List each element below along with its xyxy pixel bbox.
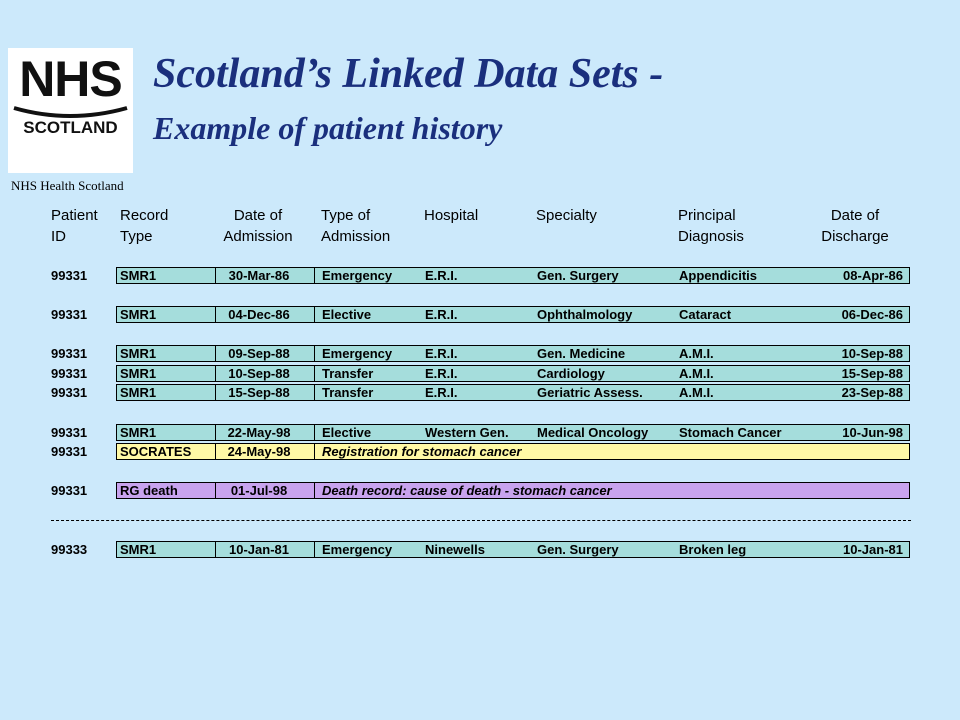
table-row bbox=[116, 482, 910, 499]
header-rtype-line: Type bbox=[120, 228, 153, 245]
patient-id: 99331 bbox=[51, 425, 88, 440]
table-row bbox=[116, 365, 910, 382]
admission-date-cell: 15-Sep-88 bbox=[228, 385, 290, 400]
cell-divider bbox=[215, 444, 216, 459]
table-row bbox=[116, 345, 910, 362]
header-pid bbox=[51, 205, 98, 247]
admission-date-cell: 01-Jul-98 bbox=[230, 483, 288, 498]
header-hosp-line: Hospital bbox=[424, 207, 479, 224]
header-type-line: Type of bbox=[321, 207, 371, 224]
cell-divider bbox=[215, 425, 216, 440]
credit-text: NHS Health Scotland bbox=[11, 178, 124, 193]
nhs-scotland-logo bbox=[8, 48, 133, 173]
diagnosis-cell: A.M.I. bbox=[679, 346, 714, 361]
admission-date-cell: 10-Jan-81 bbox=[229, 542, 289, 557]
logo-nhs-text: NHS bbox=[19, 51, 122, 107]
admission-type-cell: Emergency bbox=[322, 542, 393, 557]
discharge-date-cell: 10-Sep-88 bbox=[841, 346, 903, 361]
diagnosis-cell: Appendicitis bbox=[679, 268, 758, 283]
cell-divider bbox=[215, 366, 216, 381]
header-diag-line: Diagnosis bbox=[678, 228, 744, 245]
header-diag-line: Principal bbox=[678, 207, 736, 224]
specialty-cell: Medical Oncology bbox=[537, 425, 649, 440]
header-adm-line: Admission bbox=[223, 228, 293, 245]
admission-type-cell: Emergency bbox=[322, 268, 393, 283]
record-type-cell: SMR1 bbox=[120, 346, 157, 361]
header-spec-line bbox=[536, 226, 597, 247]
patient-id: 99331 bbox=[51, 268, 88, 283]
header-adm bbox=[218, 205, 298, 247]
header-hosp bbox=[424, 205, 478, 247]
header-type bbox=[321, 205, 390, 247]
specialty-cell: Gen. Surgery bbox=[537, 542, 619, 557]
cell-divider bbox=[215, 307, 216, 322]
patient-divider bbox=[51, 520, 911, 521]
header-pid-line: ID bbox=[51, 228, 66, 245]
admission-type-cell: Emergency bbox=[322, 346, 393, 361]
specialty-cell: Gen. Medicine bbox=[537, 346, 626, 361]
patient-id: 99331 bbox=[51, 307, 88, 322]
admission-type-cell: Transfer bbox=[322, 366, 374, 381]
cell-divider bbox=[314, 366, 315, 381]
patient-id: 99331 bbox=[51, 366, 88, 381]
table-row bbox=[116, 443, 910, 460]
discharge-date-cell: 23-Sep-88 bbox=[841, 385, 903, 400]
discharge-date-cell: 06-Dec-86 bbox=[841, 307, 903, 322]
table-row bbox=[116, 267, 910, 284]
record-type-cell: SMR1 bbox=[120, 366, 157, 381]
table-row bbox=[116, 384, 910, 401]
patient-id: 99331 bbox=[51, 444, 88, 459]
cell-divider bbox=[314, 385, 315, 400]
record-note-cell: Death record: cause of death - stomach cancer bbox=[322, 483, 612, 498]
patient-id: 99333 bbox=[51, 542, 88, 557]
hospital-cell: E.R.I. bbox=[425, 385, 458, 400]
cell-divider bbox=[314, 483, 315, 498]
cell-divider bbox=[314, 425, 315, 440]
record-note-cell: Registration for stomach cancer bbox=[322, 444, 522, 459]
record-type-cell: RG death bbox=[120, 483, 178, 498]
patient-id: 99331 bbox=[51, 483, 88, 498]
hospital-cell: E.R.I. bbox=[425, 268, 458, 283]
specialty-cell: Gen. Surgery bbox=[537, 268, 619, 283]
record-type-cell: SOCRATES bbox=[120, 444, 192, 459]
admission-type-cell: Transfer bbox=[322, 385, 374, 400]
patient-id: 99331 bbox=[51, 346, 88, 361]
hospital-cell: Western Gen. bbox=[425, 425, 509, 440]
cell-divider bbox=[215, 268, 216, 283]
record-type-cell: SMR1 bbox=[120, 425, 157, 440]
table-row bbox=[116, 424, 910, 441]
admission-date-cell: 30-Mar-86 bbox=[228, 268, 290, 283]
page-title: Scotland’s Linked Data Sets - bbox=[153, 51, 664, 97]
admission-date-cell: 24-May-98 bbox=[227, 444, 291, 459]
admission-date-cell: 09-Sep-88 bbox=[228, 346, 290, 361]
admission-type-cell: Elective bbox=[322, 425, 372, 440]
diagnosis-cell: A.M.I. bbox=[679, 385, 714, 400]
record-type-cell: SMR1 bbox=[120, 268, 157, 283]
specialty-cell: Ophthalmology bbox=[537, 307, 633, 322]
cell-divider bbox=[314, 346, 315, 361]
hospital-cell: E.R.I. bbox=[425, 307, 458, 322]
discharge-date-cell: 10-Jan-81 bbox=[843, 542, 903, 557]
patient-id: 99331 bbox=[51, 385, 88, 400]
diagnosis-cell: Broken leg bbox=[679, 542, 747, 557]
cell-divider bbox=[314, 307, 315, 322]
admission-type-cell: Elective bbox=[322, 307, 372, 322]
hospital-cell: Ninewells bbox=[425, 542, 485, 557]
header-dis-line: Discharge bbox=[821, 228, 889, 245]
admission-date-cell: 22-May-98 bbox=[227, 425, 291, 440]
table-row bbox=[116, 306, 910, 323]
header-spec bbox=[536, 205, 597, 247]
diagnosis-cell: A.M.I. bbox=[679, 366, 714, 381]
record-type-cell: SMR1 bbox=[120, 542, 157, 557]
diagnosis-cell: Cataract bbox=[679, 307, 732, 322]
record-type-cell: SMR1 bbox=[120, 385, 157, 400]
specialty-cell: Cardiology bbox=[537, 366, 605, 381]
admission-date-cell: 10-Sep-88 bbox=[228, 366, 290, 381]
cell-divider bbox=[215, 483, 216, 498]
header-diag bbox=[678, 205, 744, 247]
cell-divider bbox=[215, 542, 216, 557]
header-spec-line: Specialty bbox=[536, 207, 597, 224]
discharge-date-cell: 08-Apr-86 bbox=[843, 268, 903, 283]
header-rtype-line: Record bbox=[120, 207, 169, 224]
admission-date-cell: 04-Dec-86 bbox=[228, 307, 290, 322]
cell-divider bbox=[314, 268, 315, 283]
cell-divider bbox=[215, 346, 216, 361]
hospital-cell: E.R.I. bbox=[425, 346, 458, 361]
discharge-date-cell: 15-Sep-88 bbox=[841, 366, 903, 381]
cell-divider bbox=[215, 385, 216, 400]
hospital-cell: E.R.I. bbox=[425, 366, 458, 381]
header-pid-line: Patient bbox=[51, 207, 98, 224]
record-type-cell: SMR1 bbox=[120, 307, 157, 322]
page-subtitle: Example of patient history bbox=[153, 110, 503, 146]
table-row bbox=[116, 541, 910, 558]
logo-scotland-text: SCOTLAND bbox=[23, 118, 118, 137]
header-type-line: Admission bbox=[321, 228, 391, 245]
header-dis-line: Date of bbox=[830, 207, 880, 224]
cell-divider bbox=[314, 542, 315, 557]
header-dis bbox=[808, 205, 902, 247]
header-rtype bbox=[120, 205, 168, 247]
cell-divider bbox=[314, 444, 315, 459]
header-hosp-line bbox=[424, 226, 478, 247]
specialty-cell: Geriatric Assess. bbox=[537, 385, 643, 400]
discharge-date-cell: 10-Jun-98 bbox=[842, 425, 903, 440]
header-adm-line: Date of bbox=[233, 207, 283, 224]
diagnosis-cell: Stomach Cancer bbox=[679, 425, 782, 440]
